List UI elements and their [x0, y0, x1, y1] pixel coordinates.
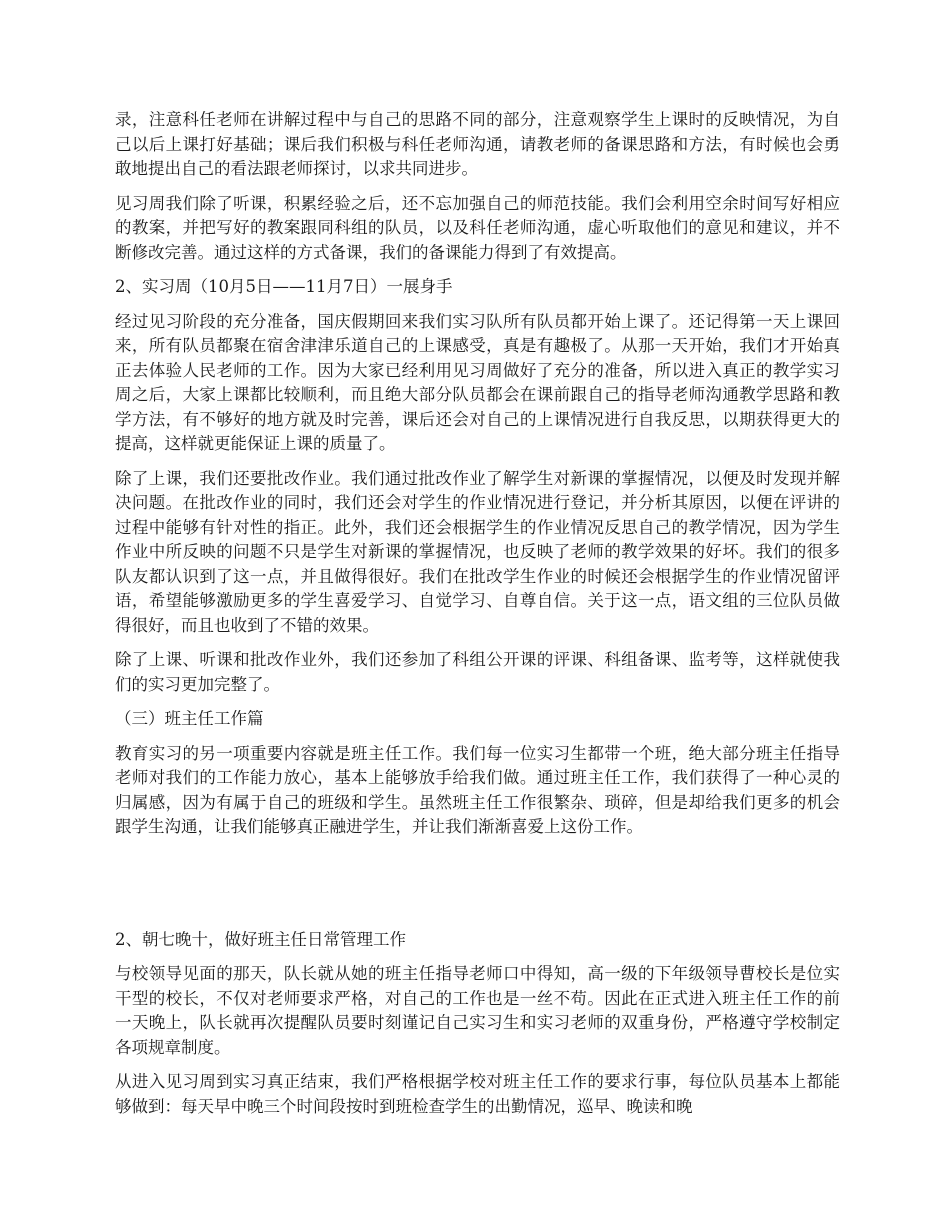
document-page	[115, 108, 840, 1129]
heading-homeroom-section: （三）班主任工作篇	[115, 709, 264, 728]
paragraph-leader-meeting: 与校领导见面的那天，队长就从她的班主任指导老师口中得知，高一级的下年级领导曹校长是位实干型的校长，不仅对老师要求严格，对自己的工作也是一丝不苟。因此在正式进入班主任工作的前一天晚上，队长就再次提醒队员要时刻谨记自己实习生和实习老师的双重身份，严格遵守学校制定各项规章制度。	[115, 964, 840, 1057]
heading-internship-week: 2、实习周（10月5日——11月7日）一展身手	[115, 277, 453, 296]
paragraph-lesson-planning: 见习周我们除了听课，积累经验之后，还不忘加强自己的师范技能。我们会利用空余时间写好相应的教案，并把写好的教案跟同科组的队员，以及科任老师沟通，虚心听取他们的意见和建议，并不断修改完善。通过这样的方式备课，我们的备课能力得到了有效提高。	[115, 193, 840, 262]
paragraph-teaching-start: 经过见习阶段的充分准备，国庆假期回来我们实习队所有队员都开始上课了。还记得第一天上课回来，所有队员都聚在宿舍津津乐道自己的上课感受，真是有趣极了。从那一天开始，我们才开始真正去体验人民老师的工作。因为大家已经利用见习周做好了充分的准备，所以进入真正的教学实习周之后，大家上课都比较顺利，而且绝大部分队员都会在课前跟自己的指导老师沟通教学思路和教学方法，有不够好的地方就及时完善，课后还会对自己的上课情况进行自我反思，以期获得更大的提高，这样就更能保证上课的质量了。	[115, 311, 840, 453]
paragraph-other-activities: 除了上课、听课和批改作业外，我们还参加了科组公开课的评课、科组备课、监考等，这样就使我们的实习更加完整了。	[115, 650, 840, 694]
page-gap	[115, 850, 840, 928]
paragraph-homework-grading: 除了上课，我们还要批改作业。我们通过批改作业了解学生对新课的掌握情况，以便及时发现并解决问题。在批改作业的同时，我们还会对学生的作业情况进行登记，并分析其原因，以便在评讲的过程中能够有针对性的指正。此外，我们还会根据学生的作业情况反思自己的教学情况，因为学生作业中所反映的问题不只是学生对新课的掌握情况，也反映了老师的教学效果的好坏。我们的很多队友都认识到了这一点，并且做得很好。我们在批改学生作业的时候还会根据学生的作业情况留评语，希望能够激励更多的学生喜爱学习、自觉学习、自尊自信。关于这一点，语文组的三位队员做得很好，而且也收到了不错的效果。	[115, 468, 840, 635]
paragraph-homeroom-work: 教育实习的另一项重要内容就是班主任工作。我们每一位实习生都带一个班，绝大部分班主任指导老师对我们的工作能力放心，基本上能够放手给我们做。通过班主任工作，我们获得了一种心灵的归属感，因为有属于自己的班级和学生。虽然班主任工作很繁杂、琐碎，但是却给我们更多的机会跟学生沟通，让我们能够真正融进学生，并让我们渐渐喜爱上这份工作。	[115, 743, 840, 836]
heading-daily-management: 2、朝七晚十，做好班主任日常管理工作	[115, 929, 406, 949]
paragraph-daily-routine: 从进入见习周到实习真正结束，我们严格根据学校对班主任工作的要求行事，每位队员基本上都能够做到：每天早中晚三个时间段按时到班检查学生的出勤情况，巡早、晚读和晚	[115, 1072, 840, 1116]
paragraph-lesson-observation: 录，注意科任老师在讲解过程中与自己的思路不同的部分，注意观察学生上课时的反映情况，为自己以后上课打好基础；课后我们积极与科任老师沟通，请教老师的备课思路和方法，有时候也会勇敢地提出自己的看法跟老师探讨，以求共同进步。	[115, 110, 840, 178]
